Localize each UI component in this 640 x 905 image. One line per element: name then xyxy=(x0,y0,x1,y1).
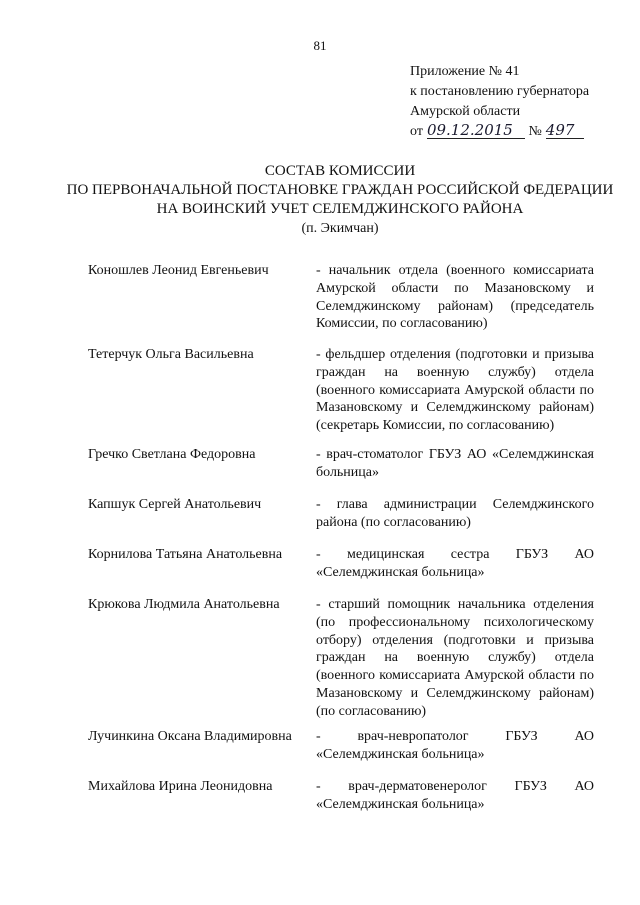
member-role: - врач-невропатолог ГБУЗ АО «Селемджинская больница» xyxy=(316,729,594,762)
member-name: Коношлев Леонид Евгеньевич xyxy=(88,263,269,278)
appendix-header xyxy=(410,62,630,142)
handwritten-number: 497 xyxy=(546,122,584,139)
member-role: - медицинская сестра ГБУЗ АО «Селемджинская больница» xyxy=(316,547,594,580)
member-name: Тетерчук Ольга Васильевна xyxy=(88,347,254,362)
title-line-2: ПО ПЕРВОНАЧАЛЬНОЙ ПОСТАНОВКЕ ГРАЖДАН РОССИЙСКОЙ ФЕДЕРАЦИИ xyxy=(66,182,614,198)
member-name: Гречко Светлана Федоровна xyxy=(88,447,256,462)
member-role: - глава администрации Селемджинского района (по согласованию) xyxy=(316,497,594,530)
member-role: - врач-стоматолог ГБУЗ АО «Селемджинская больница» xyxy=(316,447,594,480)
member-role: - старший помощник начальника отделения (по профессиональному психологическому отбору) отделения (подготовки и призыва граждан на военную службу) отдела (военного комиссариата Амурской области по Мазановскому и Селемджинскому районам) (по согласованию) xyxy=(316,597,594,719)
member-role: - начальник отдела (военного комиссариата Амурской области по Мазановскому и Селемджинскому районам) (председатель Комиссии, по согласованию) xyxy=(316,263,594,332)
title-line-3: НА ВОИНСКИЙ УЧЕТ СЕЛЕМДЖИНСКОГО РАЙОНА xyxy=(156,201,524,217)
member-role: - врач-дерматовенеролог ГБУЗ АО «Селемджинская больница» xyxy=(316,779,594,812)
title-line-4: (п. Экимчан) xyxy=(301,221,379,236)
member-role: - фельдшер отделения (подготовки и призыва граждан на военную службу) отдела (военного комиссариата Амурской области по Мазановскому и Селемджинскому районам) (секретарь Комиссии, по согласованию) xyxy=(316,347,594,434)
appendix-line-3: Амурской области xyxy=(410,104,521,119)
page-number: 81 xyxy=(313,38,327,53)
appendix-number-label: № xyxy=(528,124,542,139)
member-name: Капшук Сергей Анатольевич xyxy=(88,497,262,512)
title-line-1: СОСТАВ КОМИССИИ xyxy=(264,163,416,179)
member-name: Корнилова Татьяна Анатольевна xyxy=(88,547,283,562)
appendix-line-2: к постановлению губернатора xyxy=(410,84,590,99)
handwritten-date: 09.12.2015 xyxy=(427,122,525,139)
member-name: Крюкова Людмила Анатольевна xyxy=(88,597,280,612)
document-title xyxy=(60,162,620,238)
member-name: Лучинкина Оксана Владимировна xyxy=(88,729,292,744)
appendix-line-1: Приложение № 41 xyxy=(410,64,520,79)
appendix-line-4 xyxy=(410,122,630,142)
appendix-from-label: от xyxy=(410,124,423,139)
member-name: Михайлова Ирина Леонидовна xyxy=(88,779,273,794)
